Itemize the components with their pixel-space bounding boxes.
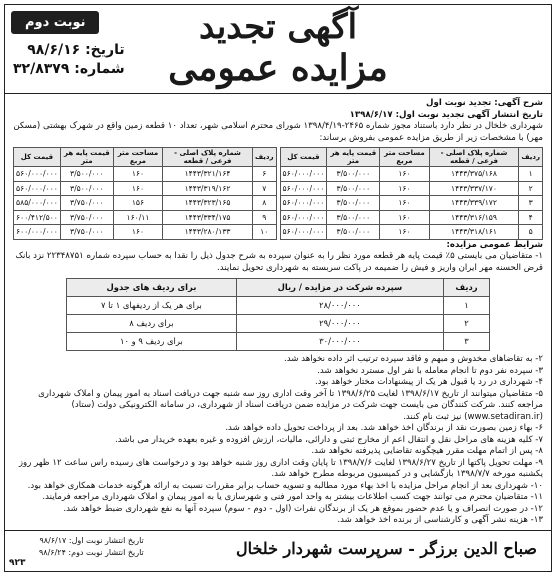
- table-cell: ۱۶۰: [113, 181, 162, 196]
- table-cell: ۱۴۴۳/۳۳۹/۱۷۲: [429, 196, 519, 211]
- table-cell: ۱۶۰: [380, 225, 429, 240]
- table-cell: ۷: [252, 181, 276, 196]
- pub-date-first: تاریخ انتشار نوبت اول: ۹۸/۶/۱۷: [39, 536, 144, 545]
- table-cell: ۱۴۴۳/۳۱۶/۱۵۹: [429, 210, 519, 225]
- table-cell: ۲: [443, 315, 489, 333]
- table-cell: ۲۸/۰۰۰/۰۰۰: [236, 297, 443, 315]
- intro-line1: شرح آگهی: تجدید نوبت اول: [426, 98, 543, 108]
- table-row: [67, 297, 490, 315]
- table-row: [67, 315, 490, 333]
- term-item: ۲- به تقاضاهای مخدوش و مبهم و فاقد سپرده ترتیب اثر داده نخواهد شد.: [284, 354, 543, 364]
- table-separator: [276, 225, 280, 240]
- table-cell: برای ردیف ۹ و ۱۰: [67, 333, 237, 351]
- table-cell: ۱: [443, 297, 489, 315]
- term-item: ۵- متقاضیان میتوانند از تاریخ ۱۳۹۸/۶/۱۷ لغایت ۱۳۹۸/۶/۲۵ تا آخر وقت اداری روز سه شنبه جهت دریافت اسناد به امور پیمان و املاک شهرداری مراجعه کنند. شرکت کنندگان می بایست جهت شرکت در مزایده ضمن دریافت اسناد از شهرداری، در سامانه الکترونیکی دولت (ستاد) (www.setadiran.ir) نیز ثبت نام کنند.: [38, 388, 543, 422]
- table-cell: ۳/۵۰۰/۰۰۰: [327, 196, 380, 211]
- table-cell: ۳/۷۵۰/۰۰۰: [60, 210, 113, 225]
- table-cell: ۳/۷۵۰/۰۰۰: [60, 225, 113, 240]
- deposit-table: [66, 278, 490, 351]
- table-row: [67, 333, 490, 351]
- ad-footer: [5, 530, 551, 571]
- term-item: ۶- بهاء زمین بصورت نقد از برندگان اخذ خواهد شد. بعد از پرداخت تحویل داده خواهد شد.: [225, 423, 543, 433]
- table-cell: ۵۶۰/۰۰۰/۰۰۰: [14, 181, 61, 196]
- deposit-table-header: [67, 279, 490, 297]
- table-cell: ۲: [519, 181, 543, 196]
- ad-date-block: [13, 41, 125, 79]
- table-cell: ۵۶۰/۰۰۰/۰۰۰: [280, 210, 327, 225]
- table-cell: ۹: [252, 210, 276, 225]
- table-cell: ۳/۵۰۰/۰۰۰: [327, 181, 380, 196]
- ad-page: [4, 4, 552, 572]
- table-cell: ۵۶۰/۰۰۰/۰۰۰: [14, 167, 61, 182]
- table-separator: [276, 210, 280, 225]
- table-cell: ۶۰۰/۴۱۲/۵۰۰: [14, 210, 61, 225]
- lots-header-cell: قیمت پایه هر متر: [60, 148, 113, 167]
- table-cell: ۳/۵۰۰/۰۰۰: [327, 225, 380, 240]
- table-cell: برای هر یک از ردیفهای ۱ تا ۷: [67, 297, 237, 315]
- table-cell: ۸: [252, 196, 276, 211]
- table-cell: ۳/۷۵۰/۰۰۰: [60, 196, 113, 211]
- lots-header-cell: قیمت پایه هر متر: [327, 148, 380, 167]
- table-cell: ۱۵۶: [113, 196, 162, 211]
- table-cell: ۱۴۴۳/۳۷۵/۱۶۸: [429, 167, 519, 182]
- table-row: [14, 167, 543, 182]
- table-cell: ۱۰: [252, 225, 276, 240]
- table-separator: [276, 181, 280, 196]
- ad-code: ۹۲۳: [9, 558, 26, 568]
- term-item: ۱۰- شهرداری بعد از انجام مراحل مزایده با اخذ بهاء مورد مطالبه و تسویه حساب برابر مقررات نسبت به ارائه هرگونه خدمات همکاری خواهد بود.: [27, 480, 543, 491]
- table-cell: ۱۶۰/۱۱: [113, 210, 162, 225]
- lots-header-cell: مساحت متر مربع: [113, 148, 162, 167]
- table-cell: ۶: [252, 167, 276, 182]
- table-separator: [276, 167, 280, 182]
- table-row: [14, 210, 543, 225]
- term-item: ۳- سپرده نفر دوم تا انجام معامله با نفر اول مسترد نخواهد شد.: [317, 365, 543, 376]
- term-item: ۱۱- متقاضیان محترم می توانند جهت کسب اطلاعات بیشتر به واحد امور فنی و شهرسازی یا به امور پیمان و املاک شهرداری مراجعه فرمایند.: [42, 492, 543, 502]
- table-cell: ۲۹/۰۰۰/۰۰۰: [236, 315, 443, 333]
- lots-table-header: [14, 148, 543, 167]
- terms-list: [13, 354, 543, 527]
- ad-date: تاریخ: ۹۸/۶/۱۶: [27, 42, 125, 58]
- table-cell: ۵: [519, 225, 543, 240]
- term-item: ۷- کلیه هزینه های مراحل نقل و انتقال اعم از مخارج ثبتی و دارائی، مالیات، ارزش افزوده و غیره بعهده خریدار می باشد.: [115, 434, 543, 445]
- table-cell: ۳/۵۰۰/۰۰۰: [60, 181, 113, 196]
- lots-header-cell: شماره پلاک اصلی - فرعی / قطعه: [163, 148, 253, 167]
- table-row: [14, 181, 543, 196]
- table-cell: ۱۶۰: [380, 181, 429, 196]
- lots-header-cell: ردیف: [519, 148, 543, 167]
- table-cell: ۱۶۰: [380, 196, 429, 211]
- table-cell: ۱۴۴۳/۳۳۷/۱۷۰: [429, 181, 519, 196]
- table-cell: ۱۶۰: [380, 210, 429, 225]
- deposit-header-cell: سپرده شرکت در مزایده / ریال: [236, 279, 443, 297]
- intro-line2: تاریخ انتشار آگهی تجدید نوبت اول: ۱۳۹۸/۶/۱۷: [349, 109, 543, 120]
- table-cell: ۱۴۴۳/۲۸۰/۱۳۳: [163, 225, 253, 240]
- ad-header: [5, 5, 551, 94]
- table-cell: ۳: [519, 196, 543, 211]
- ad-title-line1: آگهی تجدید: [198, 7, 358, 47]
- signature: صباح الدین برزگر - سرپرست شهردار خلخال: [235, 539, 537, 558]
- table-cell: ۵۸۵/۰۰۰/۰۰۰: [14, 196, 61, 211]
- term-item: ۴- شهرداری در رد یا قبول هر یک از پیشنهادات مختار خواهد بود.: [315, 377, 543, 387]
- deposit-header-cell: ردیف: [443, 279, 489, 297]
- lots-header-cell: ردیف: [252, 148, 276, 167]
- table-cell: ۳/۵۰۰/۰۰۰: [327, 167, 380, 182]
- table-cell: ۳۰/۰۰۰/۰۰۰: [236, 333, 443, 351]
- lots-header-cell: قیمت کل: [14, 148, 61, 167]
- table-row: [14, 225, 543, 240]
- table-row: [14, 196, 543, 211]
- term-item: ۱۳- هزینه نشر آگهی و کارشناسی از برنده اخذ خواهد شد.: [337, 515, 543, 525]
- table-cell: ۱۶۰: [113, 167, 162, 182]
- table-cell: ۱۴۴۳/۳۳۴/۱۷۵: [163, 210, 253, 225]
- ad-number: شماره: ۳۲/۸۳۷۹: [13, 61, 125, 77]
- ad-title-line2: مزایده عمومی: [168, 47, 388, 89]
- term-1: ۱- متقاضیان می بایستی ۵٪ قیمت پایه هر قطعه مورد نظر را به عنوان سپرده به شرح جدول ذیل را نقدا به حساب سپرده شماره ۲۲۳۴۸۷۵۱ نزد بانک قرض الحسنه مهر ایران واریز و فیش را ضمیمه در پاکت سربسته به شهرداری تحویل نمایند.: [15, 251, 543, 273]
- table-cell: ۵۶۰/۰۰۰/۰۰۰: [280, 225, 327, 240]
- publication-dates: [39, 535, 144, 559]
- table-cell: ۴: [519, 210, 543, 225]
- table-cell: ۱: [519, 167, 543, 182]
- table-separator: [276, 148, 280, 167]
- table-cell: ۵۶۰/۰۰۰/۰۰۰: [280, 196, 327, 211]
- table-cell: ۱۴۴۳/۳۱۸/۱۶۱: [429, 225, 519, 240]
- table-cell: ۳/۵۰۰/۰۰۰: [327, 210, 380, 225]
- pub-date-second: تاریخ انتشار نوبت دوم: ۹۸/۶/۲۴: [39, 548, 144, 557]
- term-item: ۱۲- در صورت انصراف و یا عدم حضور بموقع هر یک از برندگان نفرات (اول - دوم - سوم) سپرده آنها به نفع شهرداری ضبط خواهد شد.: [63, 503, 543, 514]
- table-cell: ۱۴۴۳/۳۱۹/۱۶۲: [163, 181, 253, 196]
- table-cell: ۱۶۰: [380, 167, 429, 182]
- lots-table: [13, 147, 543, 240]
- terms-title: شرایط عمومی مزایده:: [446, 239, 543, 250]
- lots-header-cell: شماره پلاک اصلی - فرعی / قطعه: [429, 148, 519, 167]
- intro-body: شهرداری خلخال در نظر دارد باستناد مجوز شماره ۲۴۶۵-۱۳۹۸/۴/۱۹ شورای محترم اسلامی شهر، تعداد ۱۰ قطعه زمین واقع در شهرک بهشتی (مسکن مهر) با مشخصات زیر از طریق مزایده عمومی بفروش برساند:: [13, 121, 543, 143]
- table-cell: برای ردیف ۸: [67, 315, 237, 333]
- lots-header-cell: مساحت متر مربع: [380, 148, 429, 167]
- table-separator: [276, 196, 280, 211]
- issue-ribbon: نوبت دوم: [11, 11, 99, 34]
- table-cell: ۵۶۰/۰۰۰/۰۰۰: [280, 181, 327, 196]
- ad-body: [5, 94, 551, 527]
- table-cell: ۵۶۰/۰۰۰/۰۰۰: [280, 167, 327, 182]
- table-cell: ۱۴۴۳/۳۲۳/۱۶۵: [163, 196, 253, 211]
- table-cell: ۳: [443, 333, 489, 351]
- table-cell: ۳/۵۰۰/۰۰۰: [60, 167, 113, 182]
- table-cell: ۱۶۰: [113, 225, 162, 240]
- table-cell: ۱۴۴۳/۳۲۱/۱۶۴: [163, 167, 253, 182]
- lots-header-cell: قیمت کل: [280, 148, 327, 167]
- term-item: ۸- پس از اتمام مهلت مقرر هیچگونه تقاضایی پذیرفته نخواهد شد.: [311, 446, 543, 456]
- deposit-header-cell: برای ردیف های جدول: [67, 279, 237, 297]
- term-item: ۹- مهلت تحویل پاکتها از تاریخ ۱۳۹۸/۶/۲۷ لغایت ۱۳۹۸/۷/۶ تا پایان وقت اداری روز شنبه خواهد بود و درخواست های رسیده راس ساعت ۱۲ ظهر روز یکشنبه مورخه ۱۳۹۸/۷/۷ بازگشایی و در کمیسیون مربوطه مطرح خواهد شد.: [18, 457, 543, 479]
- table-cell: ۶۰۰/۰۰۰/۰۰۰: [14, 225, 61, 240]
